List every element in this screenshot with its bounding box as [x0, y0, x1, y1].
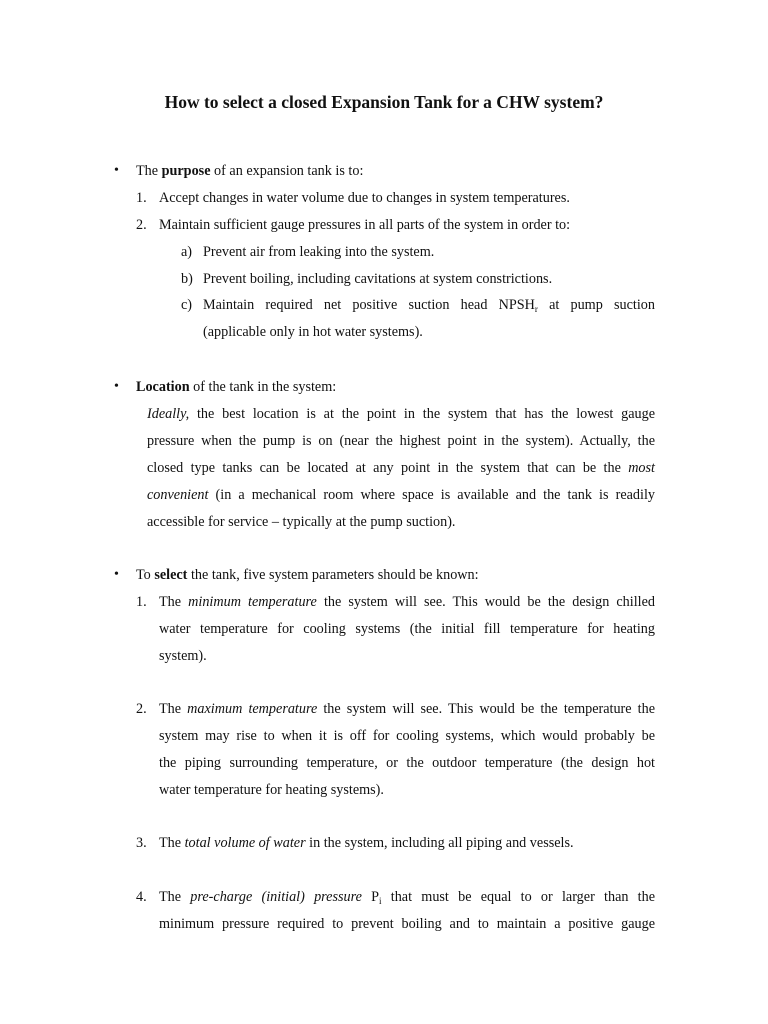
list-item-text: system). [159, 648, 207, 664]
select-post: the tank, five system parameters should be known: [187, 567, 479, 583]
npsh-text-end: at pump suction [537, 297, 655, 313]
list-item-italic: minimum temperature [188, 594, 317, 610]
list-item-pre: The [159, 889, 191, 905]
list-item-text: water temperature for heating systems). [159, 782, 384, 798]
list-item-pre: The [159, 594, 189, 610]
npsh-text: Maintain required net positive suction head NPSH [203, 297, 535, 313]
list-item-mid: P [361, 889, 380, 905]
ideally-italic: Ideally, [147, 406, 190, 422]
list-item-text: water temperature for cooling systems (the initial fill temperature for heating [159, 621, 655, 637]
location-bold: Location [136, 379, 190, 395]
list-number: 3. [136, 835, 147, 851]
select-heading [136, 566, 479, 584]
most-italic: most [628, 460, 655, 476]
paragraph-text: closed type tanks can be located at any point in the system that can be the [147, 460, 629, 476]
list-item-text: Maintain sufficient gauge pressures in all parts of the system in order to: [159, 217, 571, 233]
sublist-label: c) [181, 297, 193, 313]
page-title: How to select a closed Expansion Tank for a CHW system? [164, 92, 604, 112]
convenient-italic: convenient [147, 487, 209, 503]
list-item-text [159, 888, 655, 910]
list-number: 2. [136, 217, 147, 233]
list-item-text: minimum pressure required to prevent boiling and to maintain a positive gauge [159, 916, 655, 932]
sublist-item-text: (applicable only in hot water systems). [203, 324, 423, 340]
paragraph-line [147, 486, 655, 504]
list-item-text [159, 700, 655, 718]
list-item-rest: that must be equal to or larger than the [381, 889, 656, 905]
npsh-subscript: r [534, 304, 538, 314]
sublist-label: a) [181, 244, 193, 260]
paragraph-line [147, 459, 655, 477]
bullet-icon: • [114, 567, 119, 582]
purpose-pre: The [136, 163, 162, 179]
list-item-text [159, 593, 655, 611]
list-item-italic: maximum temperature [187, 701, 318, 717]
list-item-pre: The [159, 835, 185, 851]
select-pre: To [136, 567, 155, 583]
list-item-text: system may rise to when it is off for cooling systems, which would probably be [159, 728, 655, 744]
list-number: 4. [136, 889, 147, 905]
paragraph-line [147, 405, 655, 423]
list-item-italic: pre-charge (initial) pressure [190, 889, 362, 905]
list-item-rest: the system will see. This would be the temperature the [317, 701, 656, 717]
list-item-pre: The [159, 701, 188, 717]
list-number: 1. [136, 594, 147, 610]
list-item-rest: in the system, including all piping and vessels. [305, 835, 574, 851]
list-item-rest: the system will see. This would be the design chilled [316, 594, 655, 610]
purpose-bold: purpose [161, 163, 211, 179]
paragraph-line: accessible for service – typically at the pump suction). [147, 514, 456, 530]
select-bold: select [154, 567, 188, 583]
location-post: of the tank in the system: [189, 379, 337, 395]
sublist-item-text: Prevent boiling, including cavitations at system constrictions. [203, 271, 553, 287]
purpose-heading [136, 162, 363, 180]
list-item-text [159, 834, 574, 852]
sublist-item-text [203, 296, 655, 318]
list-item-text: the piping surrounding temperature, or the outdoor temperature (the design hot [159, 755, 655, 771]
list-number: 1. [136, 190, 147, 206]
paragraph-text: the best location is at the point in the system that has the lowest gauge [189, 406, 655, 422]
paragraph-line: pressure when the pump is on (near the highest point in the system). Actually, the [147, 433, 655, 449]
bullet-icon: • [114, 379, 119, 394]
paragraph-text: (in a mechanical room where space is available and the tank is readily [208, 487, 655, 503]
purpose-post: of an expansion tank is to: [210, 163, 364, 179]
list-item-text: Accept changes in water volume due to changes in system temperatures. [159, 190, 570, 206]
bullet-icon: • [114, 163, 119, 178]
sublist-label: b) [181, 271, 193, 287]
location-heading [136, 378, 336, 396]
list-item-italic: total volume of water [184, 835, 306, 851]
pi-subscript: i [379, 896, 382, 906]
sublist-item-text: Prevent air from leaking into the system. [203, 244, 435, 260]
list-number: 2. [136, 701, 147, 717]
